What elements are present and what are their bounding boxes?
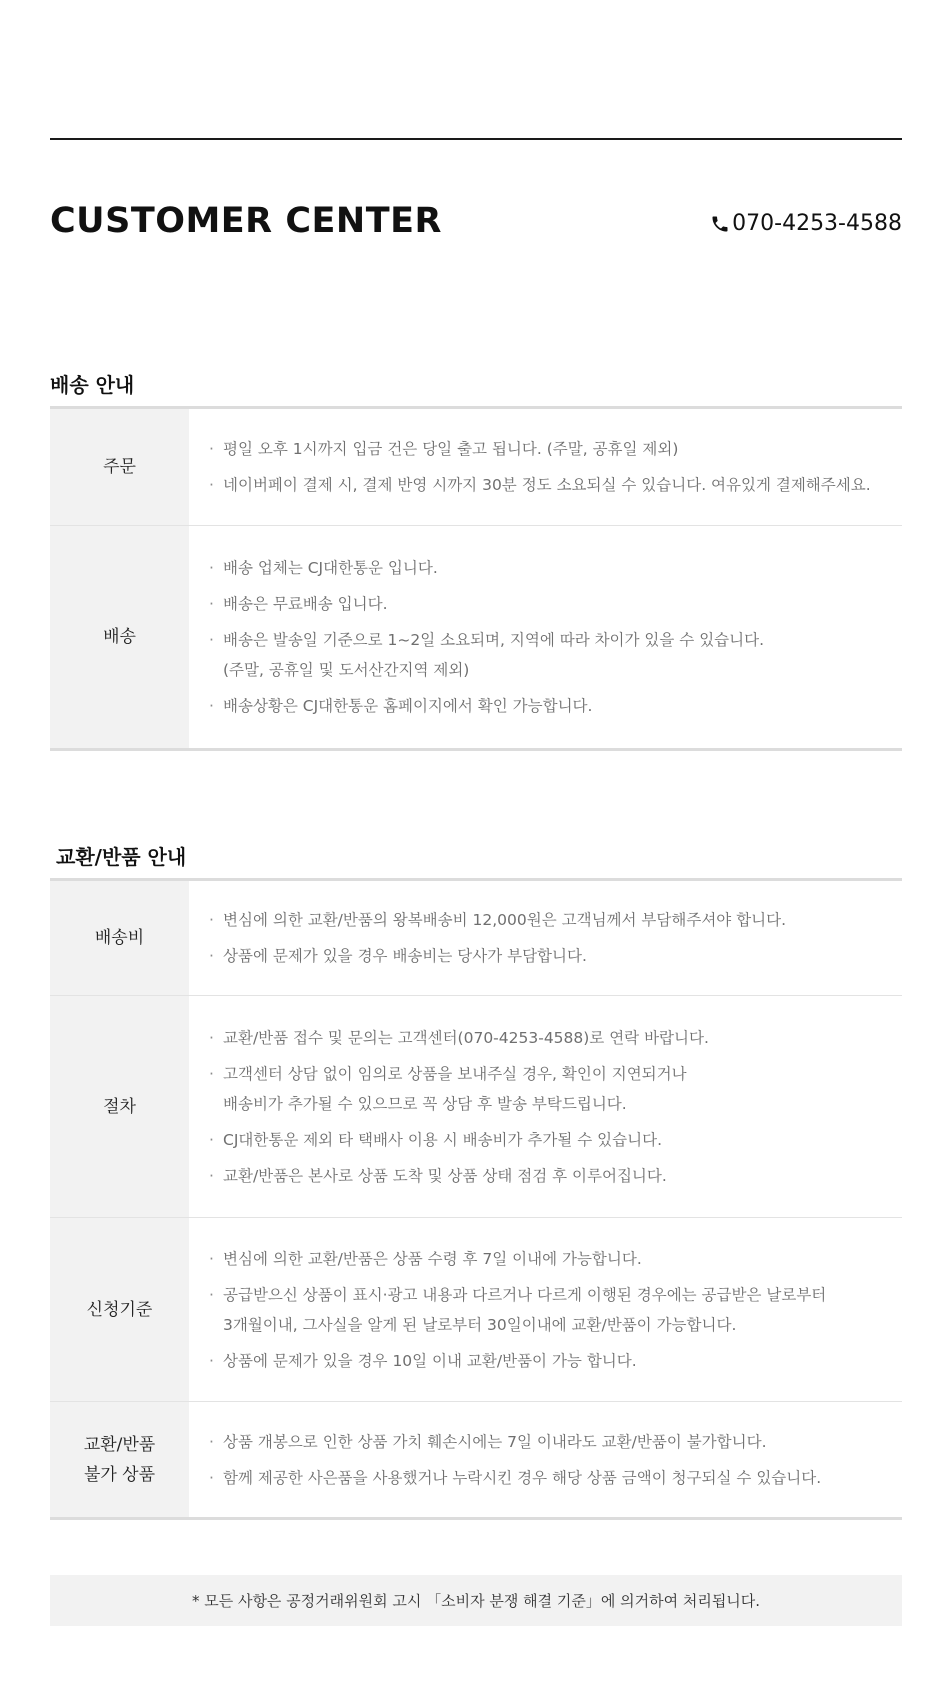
returns-row-procedure [50,996,902,1218]
list-item: · 교환/반품은 본사로 상품 도착 및 상품 상태 점검 후 이루어집니다. [209,1161,892,1191]
list-item: · 함께 제공한 사은품을 사용했거나 누락시킨 경우 해당 상품 금액이 청구되실 수 있습니다. [209,1463,892,1493]
row-head: 신청기준 [50,1218,189,1401]
returns-table [50,878,902,1520]
returns-section-title: 교환/반품 안내 [56,845,187,869]
phone-icon [710,214,730,234]
row-body [189,881,902,995]
list-item: · 네이버페이 결제 시, 결제 반영 시까지 30분 정도 소요되실 수 있습니다. 여유있게 결제해주세요. [209,470,892,500]
list-item: · 배송 업체는 CJ대한통운 입니다. [209,553,892,583]
customer-center-phone[interactable] [710,210,902,238]
list-item: · 배송은 무료배송 입니다. [209,589,892,619]
row-head: 절차 [50,996,189,1217]
list-item: · 공급받으신 상품이 표시·광고 내용과 다르거나 다르게 이행된 경우에는 공급받은 날로부터 3개월이내, 그사실을 알게 된 날로부터 30일이내에 교환/반품이 가능합니다. [209,1280,892,1340]
row-body [189,1218,902,1401]
row-head: 주문 [50,409,189,525]
notice-box [50,1575,902,1626]
returns-row-shipping-fee [50,881,902,996]
shipping-table [50,406,902,751]
row-body [189,526,902,748]
page-title: CUSTOMER CENTER [50,201,442,241]
list-item: · 평일 오후 1시까지 입금 건은 당일 출고 됩니다. (주말, 공휴일 제외) [209,434,892,464]
shipping-row-order [50,409,902,526]
list-item: · 배송은 발송일 기준으로 1~2일 소요되며, 지역에 따라 차이가 있을 수 있습니다. (주말, 공휴일 및 도서산간지역 제외) [209,625,892,685]
row-head: 배송비 [50,881,189,995]
list-item: · 교환/반품 접수 및 문의는 고객센터(070-4253-4588)로 연락 바랍니다. [209,1023,892,1053]
list-item: · 배송상황은 CJ대한통운 홈페이지에서 확인 가능합니다. [209,691,892,721]
phone-number: 070-4253-4588 [732,211,902,236]
returns-row-not-allowed [50,1402,902,1517]
row-body [189,1402,902,1517]
list-item: · CJ대한통운 제외 타 택배사 이용 시 배송비가 추가될 수 있습니다. [209,1125,892,1155]
list-item: · 상품에 문제가 있을 경우 10일 이내 교환/반품이 가능 합니다. [209,1346,892,1376]
returns-row-criteria [50,1218,902,1402]
list-item: · 상품에 문제가 있을 경우 배송비는 당사가 부담합니다. [209,941,892,971]
list-item: · 상품 개봉으로 인한 상품 가치 훼손시에는 7일 이내라도 교환/반품이 불가합니다. [209,1427,892,1457]
notice-text: * 모든 사항은 공정거래위원회 고시 「소비자 분쟁 해결 기준」에 의거하여 처리됩니다. [191,1592,761,1610]
row-body [189,409,902,525]
row-head: 교환/반품 불가 상품 [50,1402,189,1517]
list-item: · 고객센터 상담 없이 임의로 상품을 보내주실 경우, 확인이 지연되거나 배송비가 추가될 수 있으므로 꼭 상담 후 발송 부탁드립니다. [209,1059,892,1119]
row-body [189,996,902,1217]
row-head: 배송 [50,526,189,748]
top-divider [50,138,902,140]
shipping-row-delivery [50,526,902,748]
shipping-section-title: 배송 안내 [50,373,135,397]
list-item: · 변심에 의한 교환/반품은 상품 수령 후 7일 이내에 가능합니다. [209,1244,892,1274]
list-item: · 변심에 의한 교환/반품의 왕복배송비 12,000원은 고객님께서 부담해주셔야 합니다. [209,905,892,935]
